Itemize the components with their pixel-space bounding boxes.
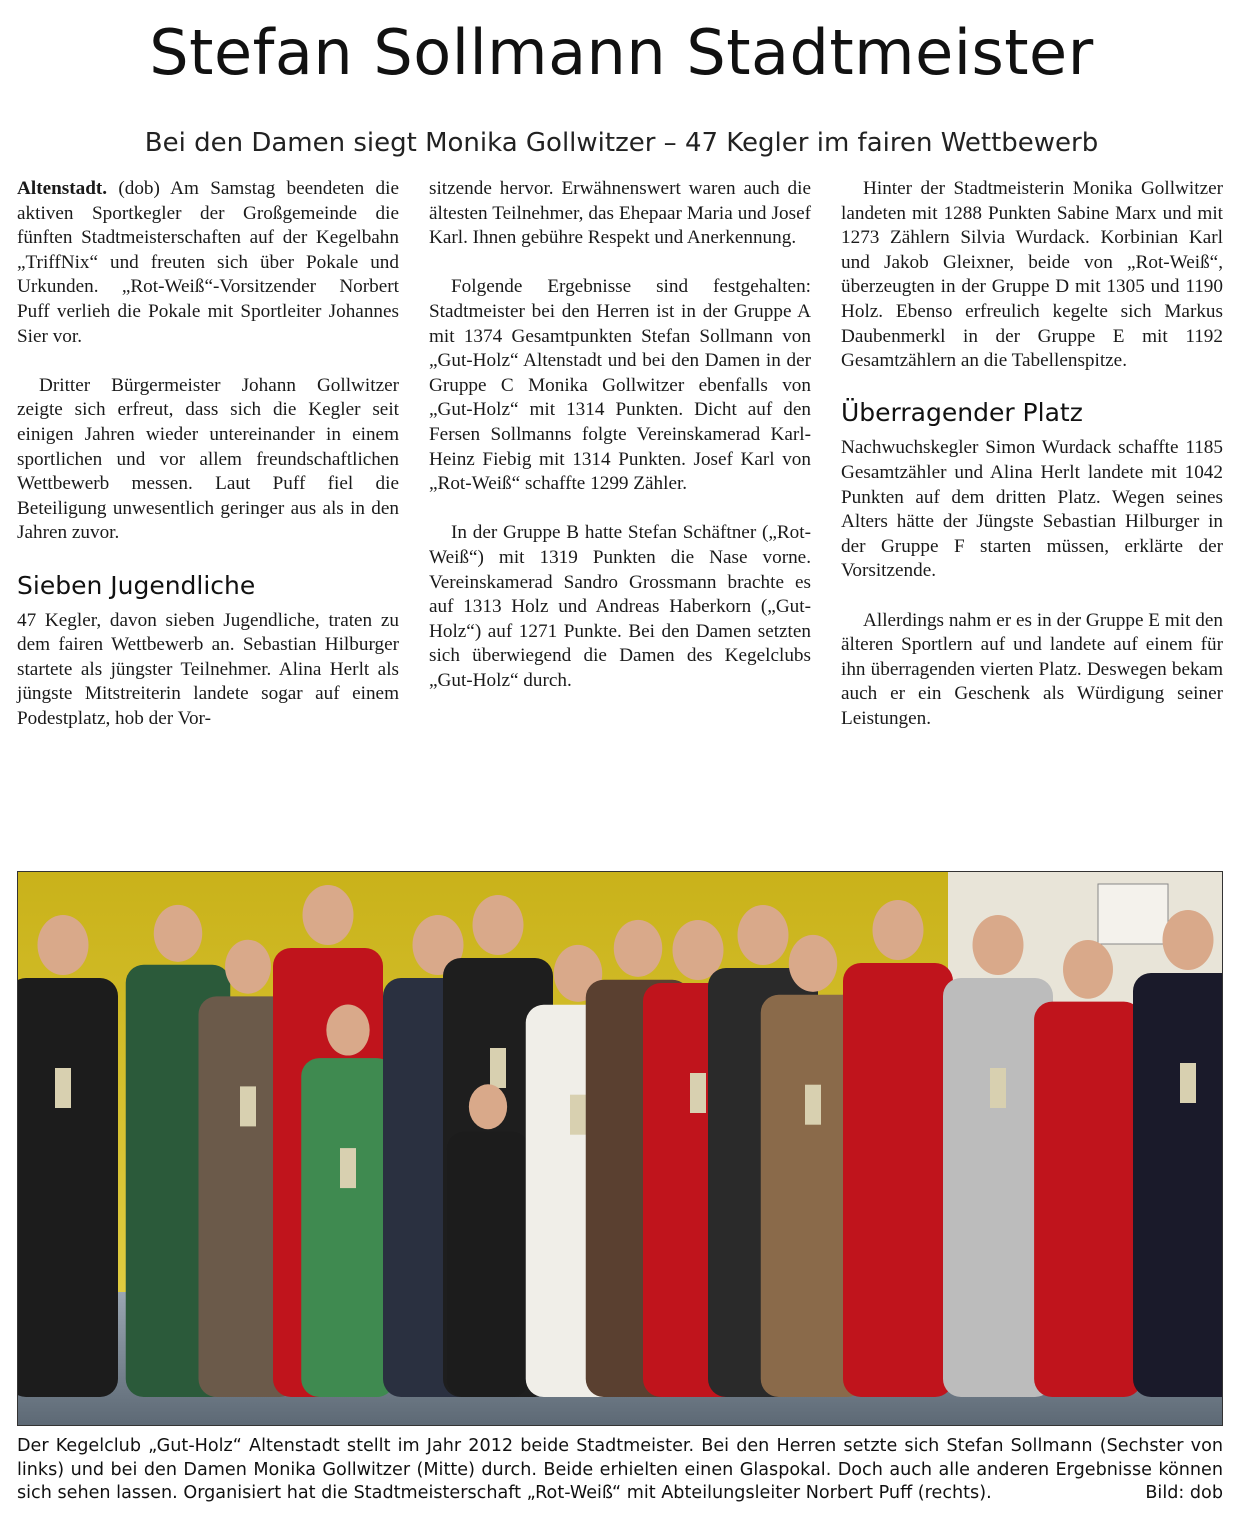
person-body: [18, 978, 118, 1397]
group-photo-illustration: [18, 872, 1223, 1426]
article-column-2: [429, 177, 811, 718]
photo-credit: Bild: dob: [1145, 1483, 1223, 1504]
person-body: [1133, 973, 1223, 1397]
trophy: [570, 1095, 586, 1135]
section-heading: Überragender Platz: [841, 398, 1083, 428]
article-column-3: [841, 177, 1223, 756]
trophy: [1180, 1063, 1196, 1103]
person-head: [873, 900, 924, 960]
person-body: [301, 1058, 395, 1397]
group-photo: [17, 871, 1223, 1426]
person-head: [1163, 910, 1214, 970]
section-heading: Sieben Jugendliche: [17, 570, 256, 600]
person-body: [447, 1132, 530, 1398]
person-head: [473, 895, 524, 955]
paragraph: Nachwuchskegler Simon Wurdack schaffte 1185 Gesamtzähler und Alina Herlt landete mit 1042 Punkten auf dem dritten Platz. Wegen seines Alters hätte der Jüngste Sebastian Hilburger in der Gruppe F starten müssen, erklärte der Vorsitzende.: [841, 437, 1223, 582]
person-head: [303, 885, 354, 945]
photo-caption: [17, 1435, 1223, 1506]
certificate-frame: [1098, 884, 1168, 944]
headline: Stefan Sollmann Stadtmeister: [149, 16, 1094, 89]
paragraph: [17, 177, 399, 349]
paragraph: Hinter der Stadtmeisterin Monika Gollwitzer landeten mit 1288 Punkten Sabine Marx und mit 1273 Zählern Silvia Wurdack. Korbinian Karl und Jakob Gleixner, beide von „Rot-Weiß“, überzeugten in der Gruppe D mit 1305 und 1190 Holz. Ebenso erfreulich kegelte sich Markus Daubenmerkl in der Gruppe E mit 1192 Gesamtzählern an die Tabellenspitze.: [841, 178, 1223, 372]
article-column-1: [17, 177, 399, 756]
trophy: [340, 1148, 356, 1188]
caption-text: Der Kegelclub „Gut-Holz“ Altenstadt stellt im Jahr 2012 beide Stadtmeister. Bei den Herren setzte sich Stefan Sollmann (Sechster von links) und bei den Damen Monika Gollwitzer (Mitte) durch. Beide erhielten einen Glaspokal. Doch auch alle anderen Ergebnisse können sich sehen lassen. Organisiert hat die Stadtmeisterschaft „Rot-Weiß“ mit Abteilungsleiter Norbert Puff (rechts).: [17, 1436, 1223, 1504]
person-head: [225, 940, 271, 994]
dateline: Altenstadt.: [17, 178, 108, 199]
trophy: [490, 1048, 506, 1088]
paragraph: In der Gruppe B hatte Stefan Schäftner („Rot-Weiß“) mit 1319 Punkten die Nase vorne. Vereinskamerad Sandro Grossmann brachte es auf 1313 Holz und Andreas Haberkorn („Gut-Holz“) auf 1271 Punkte. Bei den Damen setzten sich überwiegend die Damen des Kegelclubs „Gut-Holz“ durch.: [429, 522, 811, 691]
paragraph: sitzende hervor. Erwähnenswert waren auch die ältesten Teilnehmer, das Ehepaar Maria und Josef Karl. Ihnen gebühre Respekt und Anerkennung.: [429, 178, 811, 249]
person-head: [973, 915, 1024, 975]
person-head: [673, 920, 724, 980]
paragraph: Dritter Bürgermeister Johann Gollwitzer zeigte sich erfreut, dass sich die Kegler seit einigen Jahren wieder untereinander in einem sportlichen und vor allem freundschaftlichen Wettbewerb messen. Laut Puff fiel die Beteiligung unwesentlich geringer aus als in den Jahren zuvor.: [17, 374, 399, 544]
person-head: [738, 905, 789, 965]
paragraph: Allerdings nahm er es in der Gruppe E mit den älteren Sportlern auf und landete auf einem für ihn überragenden vierten Platz. Deswegen bekam auch er ein Geschenk als Würdigung seiner Leistungen.: [841, 609, 1223, 729]
person-body: [1034, 1002, 1142, 1397]
person-body: [843, 963, 953, 1397]
person-head: [789, 935, 837, 992]
subheadline: Bei den Damen siegt Monika Gollwitzer – 47 Kegler im fairen Wettbewerb: [144, 128, 1099, 158]
paragraph: Folgende Ergebnisse sind festgehalten: Stadtmeister bei den Herren ist in der Gruppe A mit 1374 Gesamtpunkten Stefan Sollmann von „Gut-Holz“ Altenstadt und bei den Damen in der Gruppe C Monika Gollwitzer ebenfalls von „Gut-Holz“ mit 1314 Punkten. Dicht auf den Fersen Sollmanns folgte Vereinskamerad Karl-Heinz Fiebig mit 1314 Punkten. Josef Karl von „Rot-Weiß“ schaffte 1299 Zähler.: [429, 276, 811, 495]
person-head: [154, 905, 202, 962]
person-head: [469, 1084, 507, 1129]
paragraph: 47 Kegler, davon sieben Jugendliche, traten zu dem fairen Wettbewerb an. Sebastian Hilburger startete als jüngster Teilnehmer. Alina Herlt als jüngste Mitstreiterin landete sogar auf einem Podestplatz, hob der Vor-: [17, 609, 399, 729]
person-head: [326, 1005, 369, 1056]
trophy: [690, 1073, 706, 1113]
person-head: [38, 915, 89, 975]
trophy: [55, 1068, 71, 1108]
person-head: [614, 920, 662, 977]
trophy: [805, 1085, 821, 1125]
trophy: [240, 1086, 256, 1126]
person-head: [1063, 940, 1113, 999]
trophy: [990, 1068, 1006, 1108]
paragraph-text: (dob) Am Samstag beendeten die aktiven Sportkegler der Großgemeinde die fünften Stadtmeisterschaften auf der Kegelbahn „TriffNix“ und freuten sich über Pokale und Urkunden. „Rot-Weiß“-Vorsitzender Norbert Puff verlieh die Pokale mit Sportleiter Johannes Sier vor.: [17, 178, 399, 347]
